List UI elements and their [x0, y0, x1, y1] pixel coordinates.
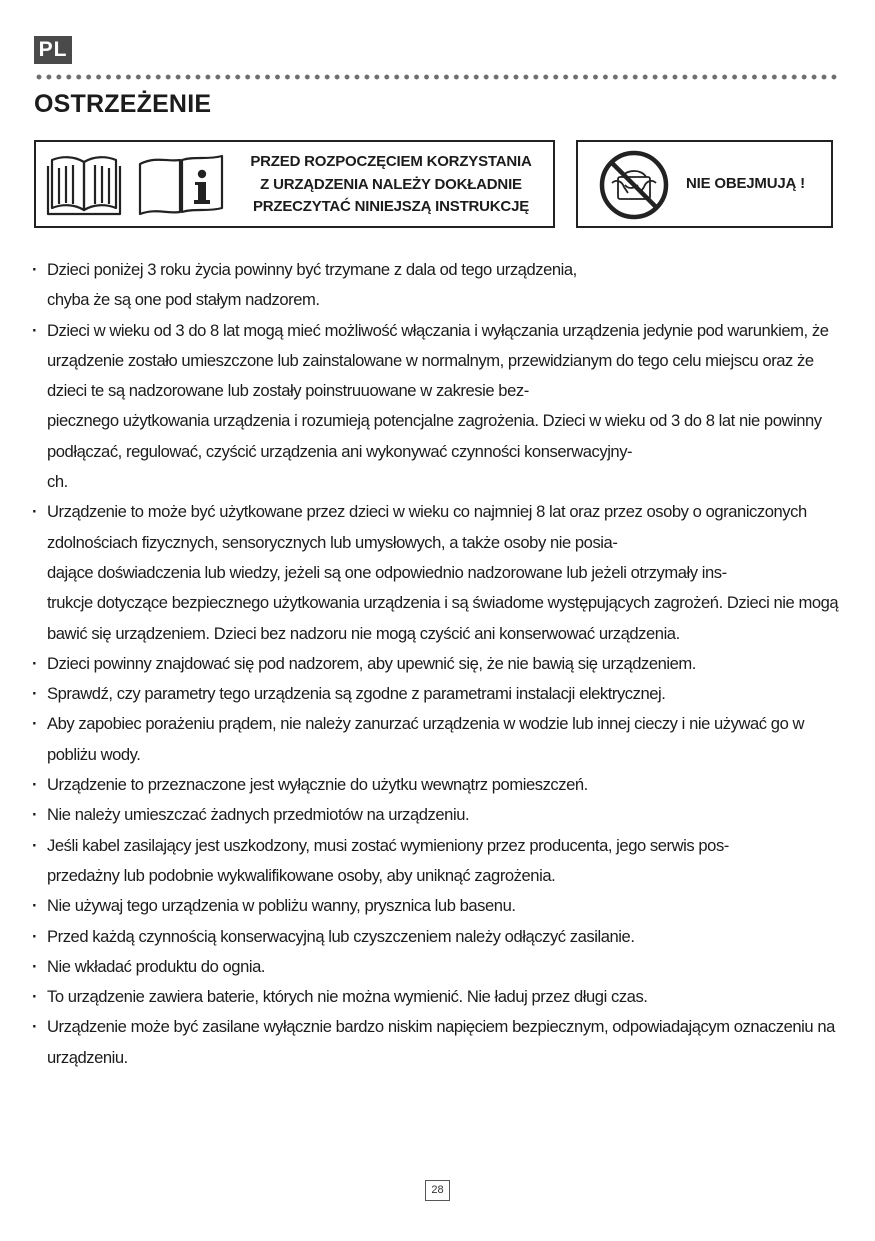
read-line-2: Z URZĄDZENIA NALEŻY DOKŁADNIE	[260, 175, 522, 193]
warning-item: · Urządzenie to przeznaczone jest wyłącznie do użytku wewnątrz pomieszczeń.	[31, 770, 841, 800]
warning-item: · Sprawdź, czy parametry tego urządzenia są zgodne z parametrami instalacji elektrycznej.	[31, 679, 841, 709]
page-number: 28	[425, 1180, 450, 1201]
page-title: OSTRZEŻENIE	[34, 90, 212, 118]
language-badge: PL	[34, 36, 72, 64]
info-icon	[136, 152, 226, 218]
no-hug-icon	[598, 149, 670, 221]
read-line-1: PRZED ROZPOCZĘCIEM KORZYSTANIA	[250, 153, 532, 170]
warning-item: · Dzieci w wieku od 3 do 8 lat mogą mieć możliwość włączania i wyłączania urządzenia jedynie pod warunkiem, że urządzenie zostało umieszczone lub zainstalowane w normalnym, przewidzianym do tego celu miejscu oraz że dzieci te są nadzorowane lub zostały poinstruuowane w zakresie bez- piecznego użytkowania urządzenia i rozumieją potencjalne zagrożenia. Dzieci w wieku od 3 do 8 lat nie powinny podłączać, regulować, czyścić urządzenia ani wykonywać czynności konserwacyjny- ch.	[31, 316, 841, 498]
read-instructions-text	[232, 151, 550, 219]
read-instructions-notice	[34, 140, 555, 228]
warning-item: · Urządzenie może być zasilane wyłącznie bardzo niskim napięciem bezpiecznym, odpowiadającym oznaczeniu na urządzeniu.	[31, 1012, 841, 1073]
do-not-hug-text: NIE OBEJMUJĄ !	[686, 175, 805, 192]
warning-item: · To urządzenie zawiera baterie, których nie można wymienić. Nie ładuj przez długi czas.	[31, 982, 841, 1012]
warning-item: · Dzieci powinny znajdować się pod nadzorem, aby upewnić się, że nie bawią się urządzeniem.	[31, 649, 841, 679]
warning-item: · Dzieci poniżej 3 roku życia powinny być trzymane z dala od tego urządzenia, chyba że są one pod stałym nadzorem.	[31, 255, 841, 316]
warning-item: · Nie używaj tego urządzenia w pobliżu wanny, prysznica lub basenu.	[31, 891, 841, 921]
warning-item: · Jeśli kabel zasilający jest uszkodzony, musi zostać wymieniony przez producenta, jego serwis pos- przedażny lub podobnie wykwalifikowane osoby, aby uniknąć zagrożenia.	[31, 831, 841, 892]
warning-item: · Nie należy umieszczać żadnych przedmiotów na urządzeniu.	[31, 800, 841, 830]
dotted-divider	[34, 74, 840, 80]
warning-item: · Nie wkładać produktu do ognia.	[31, 952, 841, 982]
do-not-hug-notice	[576, 140, 833, 228]
read-line-3: PRZECZYTAĆ NINIEJSZĄ INSTRUKCJĘ	[252, 198, 530, 215]
book-icon	[46, 152, 122, 218]
warning-item: · Urządzenie to może być użytkowane przez dzieci w wieku co najmniej 8 lat oraz przez osoby o ograniczonych zdolnościach fizycznych, sensorycznych lub umysłowych, a także osoby nie posia- dające doświadczenia lub wiedzy, jeżeli są one odpowiednio nadzorowane lub jeżeli otrzymały ins- trukcje dotyczące bezpiecznego użytkowania urządzenia i są świadome występujących zagrożeń. Dzieci nie mogą bawić się urządzeniem. Dzieci bez nadzoru nie mogą czyścić ani konserwować urządzenia.	[31, 497, 841, 648]
warnings-list	[31, 255, 841, 1073]
warning-item: · Przed każdą czynnością konserwacyjną lub czyszczeniem należy odłączyć zasilanie.	[31, 922, 841, 952]
warning-item: · Aby zapobiec porażeniu prądem, nie należy zanurzać urządzenia w wodzie lub innej cieczy i nie używać go w pobliżu wody.	[31, 709, 841, 770]
